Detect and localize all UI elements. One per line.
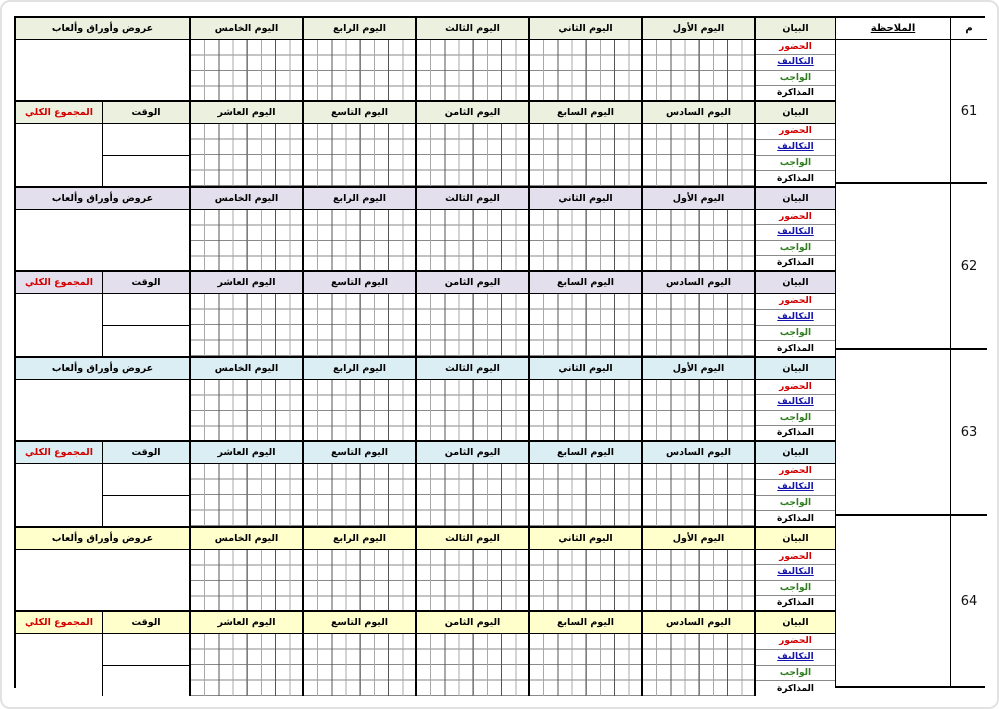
day-header: اليوم الثالث — [415, 528, 528, 549]
day-grid[interactable] — [189, 634, 302, 696]
day-grid[interactable] — [415, 634, 528, 696]
time-cell[interactable] — [103, 155, 189, 187]
block-number-cell — [951, 516, 987, 686]
day-grid[interactable] — [641, 294, 754, 356]
band1-header-row — [16, 358, 835, 380]
schedule-block — [16, 358, 835, 528]
day-header: اليوم التاسع — [302, 612, 415, 633]
day-header: اليوم الأول — [641, 188, 754, 209]
grand-total-header: المجموع الكلي — [16, 102, 102, 123]
day-header: اليوم الخامس — [189, 528, 302, 549]
day-header: اليوم العاشر — [189, 272, 302, 293]
row-label-attendance: الحضور — [779, 296, 812, 307]
day-header: اليوم الثامن — [415, 442, 528, 463]
activities-cell[interactable] — [16, 40, 189, 100]
day-grid[interactable] — [415, 294, 528, 356]
row-label-study: المذاكرة — [756, 85, 835, 100]
day-header: اليوم الخامس — [189, 188, 302, 209]
band2-data-row — [16, 124, 835, 186]
row-label-assignments: التكاليف — [756, 479, 835, 495]
band1-header-row — [16, 528, 835, 550]
activities-header: عروض وأوراق وألعاب — [16, 528, 189, 549]
day-header: اليوم الخامس — [189, 358, 302, 379]
time-stack — [102, 464, 189, 526]
day-grid[interactable] — [528, 380, 641, 440]
day-header: اليوم السابع — [528, 272, 641, 293]
row-labels-header: البيان — [754, 442, 835, 463]
row-label-attendance: الحضور — [779, 382, 812, 393]
day-grid[interactable] — [189, 380, 302, 440]
row-labels-stack — [754, 464, 835, 526]
notes-cell[interactable] — [836, 184, 950, 350]
activities-cell[interactable] — [16, 210, 189, 270]
day-grid[interactable] — [189, 124, 302, 186]
day-header: اليوم الثامن — [415, 102, 528, 123]
day-grid[interactable] — [641, 464, 754, 526]
row-label-assignments: التكاليف — [756, 309, 835, 325]
band2-data-row — [16, 634, 835, 696]
block-number-cell — [951, 40, 987, 184]
day-header: اليوم الرابع — [302, 358, 415, 379]
day-grid[interactable] — [302, 210, 415, 270]
day-header: اليوم الرابع — [302, 528, 415, 549]
day-header: اليوم الثامن — [415, 272, 528, 293]
day-header: اليوم العاشر — [189, 102, 302, 123]
day-grid[interactable] — [415, 40, 528, 100]
day-grid[interactable] — [189, 464, 302, 526]
grand-total-header: المجموع الكلي — [16, 442, 102, 463]
activities-cell[interactable] — [16, 550, 189, 610]
day-header: اليوم الأول — [641, 18, 754, 39]
row-labels-header: البيان — [754, 102, 835, 123]
day-header: اليوم السادس — [641, 612, 754, 633]
row-labels-header: البيان — [754, 188, 835, 209]
row-label-homework: الواجب — [756, 665, 835, 681]
row-label-assignments: التكاليف — [756, 564, 835, 579]
row-labels-header: البيان — [754, 612, 835, 633]
week-band-1 — [16, 18, 835, 102]
activities-header: عروض وأوراق وألعاب — [16, 18, 189, 39]
band1-header-row — [16, 18, 835, 40]
day-grid[interactable] — [189, 294, 302, 356]
row-label-homework: الواجب — [756, 410, 835, 425]
row-label-homework: الواجب — [756, 580, 835, 595]
week-band-1 — [16, 528, 835, 612]
grand-total-cell[interactable] — [16, 124, 102, 186]
row-label-assignments: التكاليف — [756, 54, 835, 69]
activities-cell[interactable] — [16, 380, 189, 440]
day-header: اليوم التاسع — [302, 272, 415, 293]
time-cell[interactable] — [103, 665, 189, 697]
day-header: اليوم الثاني — [528, 188, 641, 209]
row-label-attendance: الحضور — [779, 636, 812, 647]
timetable-sheet — [14, 16, 985, 694]
row-label-assignments: التكاليف — [756, 139, 835, 155]
week-band-2 — [16, 102, 835, 186]
day-header: اليوم الثامن — [415, 612, 528, 633]
notes-header: الملاحظة — [836, 18, 950, 40]
block-number-cell — [951, 184, 987, 350]
row-label-study: المذاكرة — [756, 680, 835, 696]
week-band-1 — [16, 358, 835, 442]
day-grid[interactable] — [415, 380, 528, 440]
day-grid[interactable] — [528, 210, 641, 270]
row-label-homework: الواجب — [756, 240, 835, 255]
day-header: اليوم الخامس — [189, 18, 302, 39]
day-grid[interactable] — [302, 380, 415, 440]
index-column — [950, 18, 987, 686]
day-grid[interactable] — [415, 464, 528, 526]
row-labels-stack — [754, 40, 835, 100]
main-section — [16, 18, 835, 694]
row-labels-header: البيان — [754, 358, 835, 379]
notes-cell[interactable] — [836, 40, 950, 184]
band1-data-row — [16, 380, 835, 440]
day-header: اليوم السابع — [528, 442, 641, 463]
row-labels-stack — [754, 550, 835, 610]
day-grid[interactable] — [528, 40, 641, 100]
schedule-block — [16, 18, 835, 188]
schedule-block — [16, 188, 835, 358]
row-label-attendance: الحضور — [779, 212, 812, 223]
notes-cell[interactable] — [836, 350, 950, 516]
day-header: اليوم الثاني — [528, 358, 641, 379]
day-header: اليوم الرابع — [302, 18, 415, 39]
time-cell[interactable] — [103, 464, 189, 495]
day-header: اليوم التاسع — [302, 102, 415, 123]
band1-data-row — [16, 40, 835, 100]
band1-data-row — [16, 210, 835, 270]
day-grid[interactable] — [641, 380, 754, 440]
time-header: الوقت — [102, 612, 189, 633]
day-grid[interactable] — [528, 464, 641, 526]
row-label-study: المذاكرة — [756, 340, 835, 356]
band1-header-row — [16, 188, 835, 210]
row-label-attendance: الحضور — [779, 42, 812, 53]
day-grid[interactable] — [641, 124, 754, 186]
day-grid[interactable] — [415, 550, 528, 610]
day-grid[interactable] — [641, 210, 754, 270]
row-labels-stack — [754, 294, 835, 356]
day-header: اليوم السادس — [641, 272, 754, 293]
row-labels-stack — [754, 380, 835, 440]
day-header: اليوم السادس — [641, 102, 754, 123]
grand-total-header: المجموع الكلي — [16, 612, 102, 633]
day-header: اليوم الثاني — [528, 18, 641, 39]
time-cell[interactable] — [103, 124, 189, 155]
activities-header: عروض وأوراق وألعاب — [16, 188, 189, 209]
day-header: اليوم العاشر — [189, 442, 302, 463]
day-grid[interactable] — [189, 550, 302, 610]
block-number: 63 — [960, 424, 978, 440]
day-header: اليوم السابع — [528, 102, 641, 123]
time-stack — [102, 634, 189, 696]
row-label-study: المذاكرة — [756, 510, 835, 526]
row-labels-stack — [754, 634, 835, 696]
row-label-study: المذاكرة — [756, 595, 835, 610]
band2-header-row — [16, 442, 835, 464]
time-stack — [102, 294, 189, 356]
day-header: اليوم السابع — [528, 612, 641, 633]
row-labels-stack — [754, 124, 835, 186]
day-header: اليوم الثالث — [415, 188, 528, 209]
week-band-2 — [16, 612, 835, 696]
row-labels-header: البيان — [754, 18, 835, 39]
band2-header-row — [16, 612, 835, 634]
grand-total-cell[interactable] — [16, 634, 102, 696]
day-header: اليوم الأول — [641, 358, 754, 379]
day-grid[interactable] — [189, 40, 302, 100]
notes-column — [835, 18, 950, 686]
week-band-2 — [16, 442, 835, 526]
row-labels-header: البيان — [754, 528, 835, 549]
row-labels-header: البيان — [754, 272, 835, 293]
day-grid[interactable] — [302, 40, 415, 100]
schedule-block — [16, 528, 835, 696]
activities-header: عروض وأوراق وألعاب — [16, 358, 189, 379]
time-stack — [102, 124, 189, 186]
block-number: 64 — [960, 593, 978, 609]
row-label-assignments: التكاليف — [756, 649, 835, 665]
day-grid[interactable] — [189, 210, 302, 270]
band2-header-row — [16, 272, 835, 294]
row-label-attendance: الحضور — [779, 466, 812, 477]
day-header: اليوم الثاني — [528, 528, 641, 549]
day-grid[interactable] — [302, 550, 415, 610]
band2-header-row — [16, 102, 835, 124]
time-cell[interactable] — [103, 325, 189, 357]
grand-total-header: المجموع الكلي — [16, 272, 102, 293]
band2-data-row — [16, 464, 835, 526]
notes-cell[interactable] — [836, 516, 950, 686]
day-grid[interactable] — [302, 294, 415, 356]
day-grid[interactable] — [641, 634, 754, 696]
block-number: 61 — [960, 103, 978, 119]
day-grid[interactable] — [528, 124, 641, 186]
day-header: اليوم الأول — [641, 528, 754, 549]
row-label-attendance: الحضور — [779, 552, 812, 563]
week-band-1 — [16, 188, 835, 272]
day-grid[interactable] — [302, 464, 415, 526]
day-grid[interactable] — [302, 634, 415, 696]
day-grid[interactable] — [528, 550, 641, 610]
grand-total-cell[interactable] — [16, 294, 102, 356]
day-grid[interactable] — [528, 634, 641, 696]
day-header: اليوم السادس — [641, 442, 754, 463]
row-label-study: المذاكرة — [756, 255, 835, 270]
row-labels-stack — [754, 210, 835, 270]
row-label-homework: الواجب — [756, 70, 835, 85]
day-grid[interactable] — [528, 294, 641, 356]
row-label-study: المذاكرة — [756, 170, 835, 186]
index-header: م — [951, 18, 987, 40]
block-number: 62 — [960, 258, 978, 274]
time-cell[interactable] — [103, 495, 189, 527]
row-label-homework: الواجب — [756, 155, 835, 171]
day-grid[interactable] — [415, 124, 528, 186]
time-header: الوقت — [102, 442, 189, 463]
day-grid[interactable] — [415, 210, 528, 270]
day-header: اليوم العاشر — [189, 612, 302, 633]
band1-data-row — [16, 550, 835, 610]
row-label-homework: الواجب — [756, 325, 835, 341]
time-cell[interactable] — [103, 294, 189, 325]
day-grid[interactable] — [641, 40, 754, 100]
time-header: الوقت — [102, 102, 189, 123]
block-number-cell — [951, 350, 987, 516]
band2-data-row — [16, 294, 835, 356]
day-header: اليوم التاسع — [302, 442, 415, 463]
day-header: اليوم الرابع — [302, 188, 415, 209]
day-header: اليوم الثالث — [415, 358, 528, 379]
time-cell[interactable] — [103, 634, 189, 665]
row-label-assignments: التكاليف — [756, 224, 835, 239]
row-label-assignments: التكاليف — [756, 394, 835, 409]
row-label-homework: الواجب — [756, 495, 835, 511]
day-grid[interactable] — [641, 550, 754, 610]
day-grid[interactable] — [302, 124, 415, 186]
row-label-attendance: الحضور — [779, 126, 812, 137]
row-label-study: المذاكرة — [756, 425, 835, 440]
week-band-2 — [16, 272, 835, 356]
time-header: الوقت — [102, 272, 189, 293]
grand-total-cell[interactable] — [16, 464, 102, 526]
day-header: اليوم الثالث — [415, 18, 528, 39]
